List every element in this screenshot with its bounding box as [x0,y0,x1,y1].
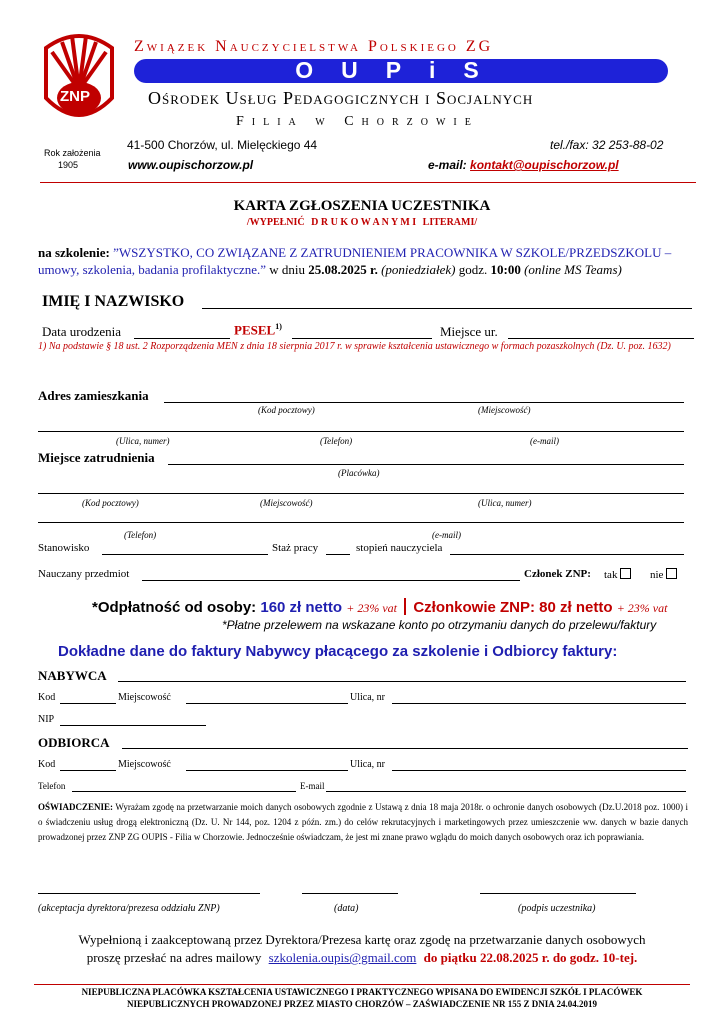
org-line: Związek Nauczycielstwa Polskiego ZG [134,38,494,55]
header-rule [40,182,696,183]
email-label: e-mail: [428,158,467,172]
pricing-row [92,598,667,616]
statement [38,800,688,845]
receiver-email-label: E-mail [300,781,325,791]
receiver-name-field[interactable] [122,738,688,749]
position-field[interactable] [102,544,268,555]
workplace-field-1[interactable] [168,453,684,465]
closing-deadline: do piątku 22.08.2025 r. do godz. 10-tej. [423,950,638,965]
buyer-name-field[interactable] [118,671,686,682]
receiver-city-field[interactable] [186,761,348,771]
cap-street-2: (Ulica, numer) [478,498,532,508]
receiver-street-field[interactable] [392,761,686,771]
buyer-code-field[interactable] [60,694,116,704]
fee-value: 160 zł netto [260,599,343,616]
branch: Filia w Chorzowie [236,114,479,129]
workplace-field-3[interactable] [38,512,684,523]
logo-text: ZNP [60,88,90,105]
subtitle-mid: D R U K O W A N Y M I [311,217,417,228]
acceptance-line[interactable] [38,892,260,894]
cap-phone-2: (Telefon) [124,530,157,540]
signature-line[interactable] [480,892,636,894]
address: 41-500 Chorzów, ul. Mielęckiego 44 [127,138,318,152]
buyer-code-label: Kod [38,692,56,703]
buyer-city-label: Miejscowość [118,692,171,703]
letterhead [36,28,696,188]
footnote: 1) Na podstawie § 18 ust. 2 Rozporządzenia MEN z dnia 18 sierpnia 2017 r. w sprawie kształcenia ustawicznego w formach pozaszkolnych (Dz. U. poz. 1632) [38,341,671,352]
workplace-label: Miejsce zatrudnienia [38,450,155,465]
name-label: IMIĘ I NAZWISKO [42,293,185,310]
receiver-phone-field[interactable] [72,783,296,792]
cap-street-1: (Ulica, numer) [116,436,170,446]
subtitle-pre: /WYPEŁNIĆ [246,217,305,228]
pesel-field[interactable] [292,327,432,339]
training-mode: (online MS Teams) [524,262,622,277]
fee-label: *Odpłatność od osoby: [92,599,257,616]
workplace-field-2[interactable] [38,483,684,494]
footer-line-1: NIEPUBLICZNA PLACÓWKA KSZTAŁCENIA USTAWICZNEGO I PRAKTYCZNEGO WPISANA DO EWIDENCJI SZKÓŁ I PLACÓWEK [81,987,643,997]
member-no[interactable] [650,568,677,581]
statement-label: OŚWIADCZENIE: [38,802,114,812]
cap-email-1: (e-mail) [530,436,559,446]
birthplace-field[interactable] [508,327,694,339]
subject-field[interactable] [142,570,520,581]
training-info [38,244,694,278]
pricing-note: *Płatne przelewem na wskazane konto po otrzymaniu danych do przelewu/faktury [222,618,657,632]
buyer-city-field[interactable] [186,694,348,704]
subtitle-post: LITERAMI/ [422,217,478,228]
training-time: 10:00 [490,262,521,277]
training-label: na szkolenie: [38,245,110,260]
form-subtitle [0,217,724,228]
buyer-label: NABYWCA [38,668,107,683]
pesel-label [234,322,282,338]
footer-rule [34,984,690,985]
date-line[interactable] [302,892,398,894]
email-row [428,158,619,172]
acceptance-caption: (akceptacja dyrektora/prezesa oddziału ZNP) [38,903,220,914]
cap-city-2: (Miejscowość) [260,498,313,508]
address-field-1[interactable] [164,391,684,403]
time-label: godz. [458,262,488,277]
closing-line-1: Wypełnioną i zaakceptowaną przez Dyrektora/Prezesa kartę oraz zgodę na przetwarzanie danych osobowych [78,932,646,947]
date-caption: (data) [334,903,359,914]
banner [134,59,668,83]
cap-phone-1: (Telefon) [320,436,353,446]
center-line: Ośrodek Usług Pedagogicznych i Socjalnych [148,88,534,108]
znp-logo [40,28,118,136]
member-label: Członek ZNP: [524,568,591,580]
founded-label: Rok założenia [44,148,101,158]
day-label: w dniu [269,262,306,277]
email-link[interactable]: kontakt@oupischorzow.pl [470,158,619,172]
receiver-street-label: Ulica, nr [350,759,385,770]
cap-postcode-2: (Kod pocztowy) [82,498,139,508]
experience-field[interactable] [326,544,350,555]
closing-line-2 [0,950,724,966]
vat-2: + 23% vat [616,601,668,615]
vat-1: + 23% vat [346,601,397,615]
name-field[interactable] [202,296,692,309]
birthplace-label: Miejsce ur. [440,324,498,339]
degree-label: stopień nauczyciela [356,542,443,554]
experience-label: Staż pracy [272,542,319,554]
subject-label: Nauczany przedmiot [38,568,130,580]
closing-email-link[interactable]: szkolenia.oupis@gmail.com [268,950,417,965]
member-no-checkbox[interactable] [666,568,677,579]
phone: tel./fax: 32 253-88-02 [550,138,664,152]
birth-field[interactable] [134,327,230,339]
pricing-divider [404,598,406,615]
member-no-label: nie [650,569,664,581]
receiver-phone-label: Telefon [38,781,66,791]
degree-field[interactable] [450,544,684,555]
address-field-2[interactable] [38,421,684,432]
pesel-sup: 1) [275,322,282,331]
members-price: Członkowie ZNP: 80 zł netto [413,599,613,616]
pesel-text: PESEL [234,322,276,338]
receiver-label: ODBIORCA [38,735,110,750]
cap-institution: (Placówka) [338,468,380,478]
receiver-email-field[interactable] [326,783,686,792]
address-label: Adres zamieszkania [38,388,149,403]
member-yes[interactable] [604,568,631,581]
nip-label: NIP [38,714,55,725]
cap-email-2: (e-mail) [432,530,461,540]
member-yes-label: tak [604,569,618,581]
member-yes-checkbox[interactable] [620,568,631,579]
birth-label: Data urodzenia [42,324,122,339]
nip-field[interactable] [60,716,206,726]
statement-text: Wyrażam zgodę na przetwarzanie moich danych osobowych zgodnie z Ustawą z dnia 18 maja 2018r. o ochronie danych osobowych (Dz.U.2018 poz. 1000) i o świadczeniu usług drogą elektroniczną (Dz. U. Nr 144, poz. 1204 z późn. zm.) do celów rekrutacyjnych i marketingowych przez umieszczenie ww. danych w bazie danych prowadzonej przez ZNP ZG OUPIS - Filia w Chorzowie. Jednocześnie oświadczam, że jest mi znane prawo wglądu do moich danych osobowych oraz ich poprawiania. [38,802,688,842]
invoice-heading: Dokładne dane do faktury Nabywcy płacącego za szkolenie i Odbiorcy faktury: [58,643,618,660]
buyer-street-field[interactable] [392,694,686,704]
position-label: Stanowisko [38,542,90,554]
cap-postcode-1: (Kod pocztowy) [258,405,315,415]
receiver-code-field[interactable] [60,761,116,771]
footer-line-2: NIEPUBLICZNYCH PROWADZONEJ PRZEZ MIASTO CHORZÓW – ZAŚWIADCZENIE NR 155 Z DNIA 24.04.2019 [127,999,597,1009]
training-date: 25.08.2025 r. [308,262,378,277]
closing-pre: proszę przesłać na adres mailowy [86,950,262,965]
buyer-street-label: Ulica, nr [350,692,385,703]
receiver-code-label: Kod [38,759,56,770]
banner-text: OUPiS [295,57,507,83]
weekday: (poniedziałek) [381,262,456,277]
cap-city-1: (Miejscowość) [478,405,531,415]
founded-year: 1905 [58,160,79,170]
training-title: ”WSZYSTKO, CO ZWIĄZANE Z ZATRUDNIENIEM PRACOWNIKA W SZKOLE/PRZEDSZKOLU – umowy, szkolenia, badania profilaktyczne.” [38,245,672,277]
website-link[interactable]: www.oupischorzow.pl [128,158,254,172]
receiver-city-label: Miejscowość [118,759,171,770]
signature-caption: (podpis uczestnika) [518,903,596,914]
form-title: KARTA ZGŁOSZENIA UCZESTNIKA [233,198,491,214]
